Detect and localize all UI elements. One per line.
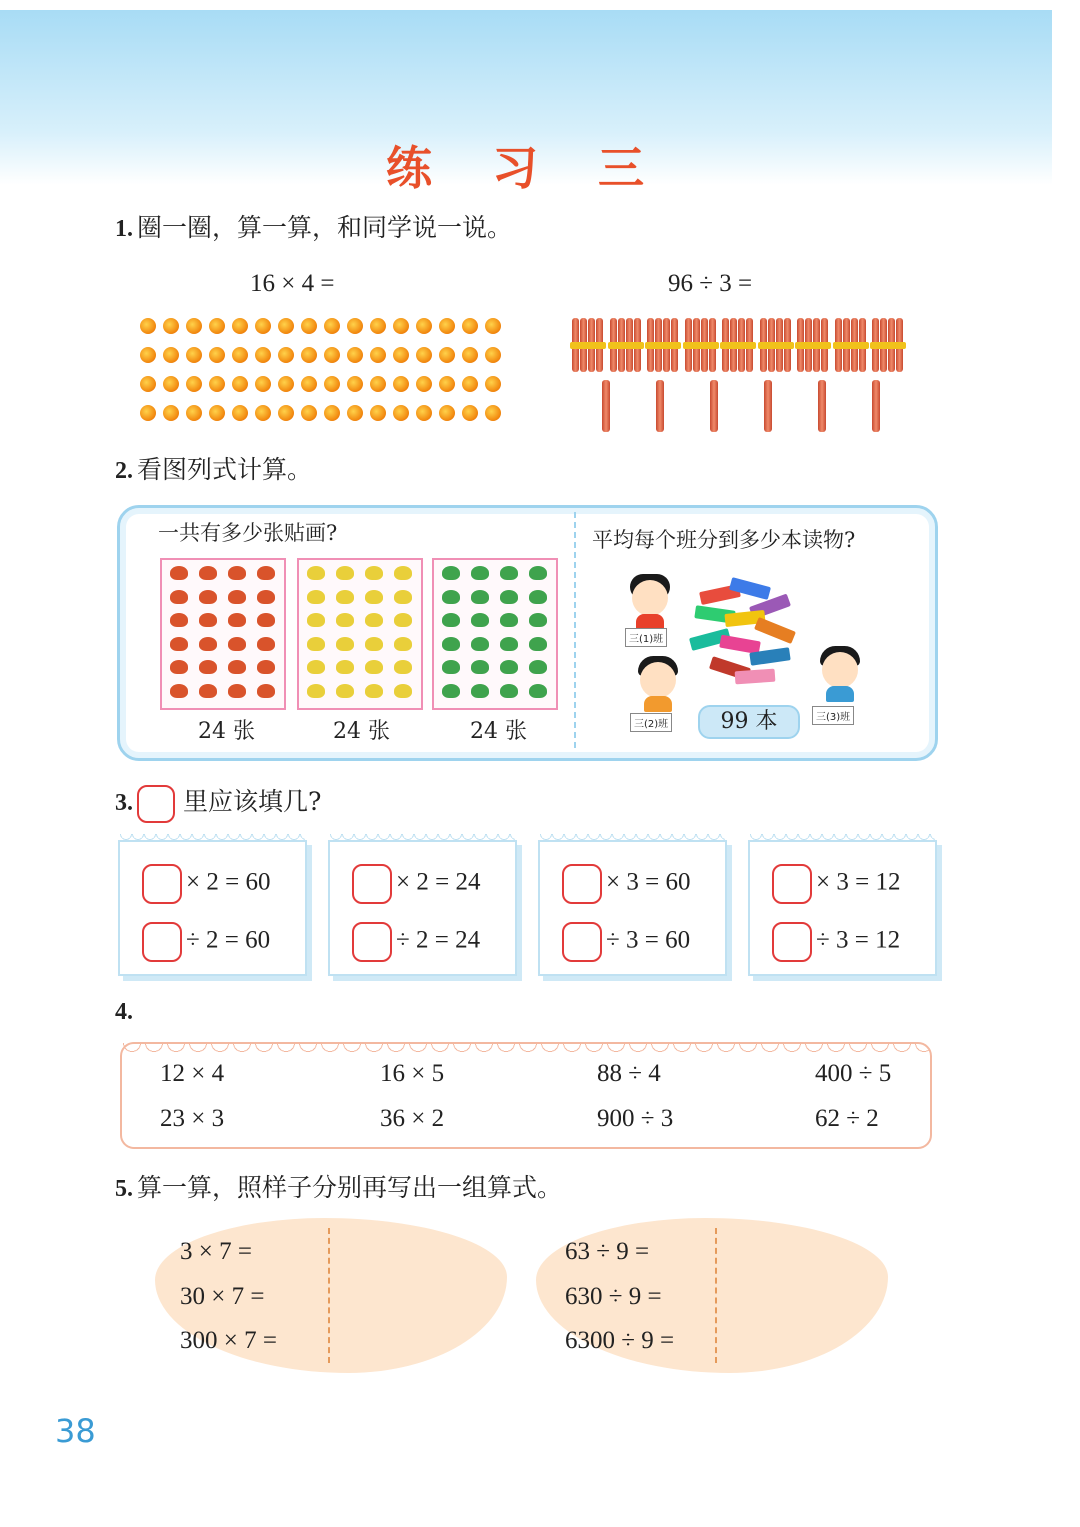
calc-2-1: 23 × 3 xyxy=(160,1105,225,1132)
sticker xyxy=(257,613,275,627)
left-calc-3: 300 × 7 = xyxy=(180,1327,277,1354)
sticker xyxy=(307,590,325,604)
sticker xyxy=(199,684,217,698)
sticker xyxy=(471,660,489,674)
question-4-number: 4. xyxy=(115,999,133,1025)
sticker xyxy=(365,613,383,627)
sticker xyxy=(365,566,383,580)
orange-dot xyxy=(255,405,271,421)
orange-dot xyxy=(186,405,202,421)
question-1-text: 圈一圈，算一算，和同学说一说。 xyxy=(137,213,513,242)
orange-dot xyxy=(163,318,179,334)
answer-box[interactable] xyxy=(772,864,812,904)
sticker xyxy=(228,590,246,604)
sticker xyxy=(228,637,246,651)
orange-dot xyxy=(278,376,294,392)
calc-1-2: 16 × 5 xyxy=(380,1060,445,1087)
orange-dot-grid xyxy=(140,318,510,428)
left-calc-2: 30 × 7 = xyxy=(180,1283,265,1310)
sticker xyxy=(336,566,354,580)
sticker-sheet-2 xyxy=(297,558,423,710)
sticker xyxy=(307,613,325,627)
sticker xyxy=(471,590,489,604)
sticker-sheet-1-label: 24 张 xyxy=(198,719,255,744)
orange-dot xyxy=(462,347,478,363)
orange-dot xyxy=(301,405,317,421)
orange-dot xyxy=(416,318,432,334)
orange-dot xyxy=(347,376,363,392)
sticker xyxy=(529,566,547,580)
sticker xyxy=(170,613,188,627)
sticker xyxy=(471,613,489,627)
fill-card-4-row-2 xyxy=(772,922,900,962)
sticker xyxy=(442,566,460,580)
orange-dot xyxy=(393,376,409,392)
orange-dot xyxy=(347,405,363,421)
q1-left-expression: 16 × 4 = xyxy=(250,270,335,297)
calc-2-2: 36 × 2 xyxy=(380,1105,445,1132)
sticker xyxy=(471,684,489,698)
right-calc-3: 6300 ÷ 9 = xyxy=(565,1327,675,1354)
class-3-tag: 三(3)班 xyxy=(812,706,854,725)
sticker xyxy=(336,684,354,698)
orange-dot xyxy=(140,376,156,392)
calc-2-4: 62 ÷ 2 xyxy=(815,1105,879,1132)
calc-1-3: 88 ÷ 4 xyxy=(597,1060,661,1087)
fill-card-3-row-2 xyxy=(562,922,690,962)
sticker xyxy=(471,637,489,651)
orange-dot xyxy=(278,318,294,334)
question-2-text: 看图列式计算。 xyxy=(137,455,313,484)
sticker xyxy=(500,684,518,698)
sticker xyxy=(257,637,275,651)
sticker xyxy=(500,566,518,580)
orange-dot xyxy=(301,318,317,334)
orange-dot xyxy=(209,376,225,392)
single-stick xyxy=(764,380,772,432)
sticker xyxy=(471,566,489,580)
sticker xyxy=(394,566,412,580)
question-5-heading xyxy=(115,1168,562,1204)
orange-dot xyxy=(140,318,156,334)
sticker xyxy=(394,684,412,698)
sticker xyxy=(170,637,188,651)
orange-dot xyxy=(370,318,386,334)
orange-dot xyxy=(416,405,432,421)
sticker xyxy=(394,590,412,604)
fill-card-2-row-1 xyxy=(352,864,480,904)
orange-dot xyxy=(485,347,501,363)
question-3-text: 里应该填几? xyxy=(182,787,322,816)
orange-dot xyxy=(301,347,317,363)
calc-2-3: 900 ÷ 3 xyxy=(597,1105,674,1132)
orange-dot xyxy=(186,318,202,334)
question-2-number: 2. xyxy=(115,458,133,484)
orange-dot xyxy=(324,376,340,392)
orange-dot xyxy=(462,318,478,334)
orange-dot xyxy=(209,347,225,363)
expression: × 2 = 24 xyxy=(396,868,481,896)
orange-dot xyxy=(209,405,225,421)
stick-bundle xyxy=(722,314,754,372)
sticker xyxy=(529,660,547,674)
fill-card-3 xyxy=(538,840,727,976)
fill-card-1 xyxy=(118,840,307,976)
sticker xyxy=(199,590,217,604)
stick-bundle xyxy=(797,314,829,372)
orange-dot xyxy=(163,405,179,421)
sticker xyxy=(529,684,547,698)
orange-dot xyxy=(324,405,340,421)
orange-dot xyxy=(232,347,248,363)
expression: × 3 = 12 xyxy=(816,868,901,896)
question-3-number: 3. xyxy=(115,790,133,816)
orange-dot xyxy=(439,376,455,392)
sticker xyxy=(500,637,518,651)
orange-dot xyxy=(370,347,386,363)
sticker-sheet-3-label: 24 张 xyxy=(470,719,527,744)
sticker xyxy=(228,613,246,627)
answer-box[interactable] xyxy=(352,922,392,962)
sticker xyxy=(307,684,325,698)
orange-dot xyxy=(393,318,409,334)
fill-card-2-row-2 xyxy=(352,922,480,962)
fill-card-3-row-1 xyxy=(562,864,690,904)
sticker xyxy=(170,684,188,698)
orange-dot xyxy=(278,347,294,363)
orange-dot xyxy=(416,376,432,392)
fill-card-2 xyxy=(328,840,517,976)
sticker xyxy=(336,637,354,651)
sticker xyxy=(529,590,547,604)
single-stick xyxy=(818,380,826,432)
stick-bundle xyxy=(835,314,867,372)
question-2-heading xyxy=(115,450,312,486)
orange-dot xyxy=(255,376,271,392)
orange-dot xyxy=(255,347,271,363)
page-title: 练 习 三 xyxy=(385,141,667,195)
sticker xyxy=(336,660,354,674)
orange-dot xyxy=(232,405,248,421)
orange-dot xyxy=(324,347,340,363)
sticker xyxy=(365,684,383,698)
sticker xyxy=(257,684,275,698)
stick-bundle xyxy=(760,314,792,372)
orange-dot xyxy=(186,376,202,392)
orange-dot xyxy=(347,318,363,334)
sticker xyxy=(170,590,188,604)
orange-dot xyxy=(485,318,501,334)
orange-dot xyxy=(439,318,455,334)
class-1-tag: 三(1)班 xyxy=(625,628,667,647)
orange-dot xyxy=(301,376,317,392)
sticker xyxy=(170,660,188,674)
fill-card-1-row-1 xyxy=(142,864,270,904)
calc-1-1: 12 × 4 xyxy=(160,1060,225,1087)
sticker xyxy=(500,613,518,627)
fill-card-4-row-1 xyxy=(772,864,900,904)
books-count-badge: 99 本 xyxy=(698,705,800,739)
sticker xyxy=(228,660,246,674)
answer-box[interactable] xyxy=(772,922,812,962)
sticker xyxy=(442,637,460,651)
sticker xyxy=(529,613,547,627)
sticker xyxy=(365,660,383,674)
orange-dot xyxy=(232,376,248,392)
sticker xyxy=(442,590,460,604)
fill-card-1-row-2 xyxy=(142,922,270,962)
expression: ÷ 2 = 24 xyxy=(396,926,481,954)
stick-bundle xyxy=(610,314,642,372)
sticker xyxy=(257,590,275,604)
frame-divider xyxy=(574,512,576,748)
expression: ÷ 2 = 60 xyxy=(186,926,271,954)
stick-bundle xyxy=(685,314,717,372)
question-1-heading xyxy=(115,208,512,244)
sticker xyxy=(257,566,275,580)
right-calc-1: 63 ÷ 9 = xyxy=(565,1238,650,1265)
sticker-question: 一共有多少张贴画? xyxy=(158,521,338,545)
orange-dot xyxy=(439,405,455,421)
orange-dot xyxy=(232,318,248,334)
orange-dot xyxy=(485,376,501,392)
orange-dot xyxy=(462,376,478,392)
page-number: 38 xyxy=(55,1412,96,1450)
orange-dot xyxy=(462,405,478,421)
orange-dot xyxy=(370,405,386,421)
left-calc-1: 3 × 7 = xyxy=(180,1238,252,1265)
expression: × 2 = 60 xyxy=(186,868,271,896)
sticker xyxy=(228,566,246,580)
sticker xyxy=(365,637,383,651)
sticker xyxy=(307,637,325,651)
sticker xyxy=(336,590,354,604)
sticker xyxy=(170,566,188,580)
orange-dot xyxy=(209,318,225,334)
sticker xyxy=(307,566,325,580)
orange-dot xyxy=(140,405,156,421)
answer-box[interactable] xyxy=(142,922,182,962)
stick-bundle xyxy=(872,314,904,372)
answer-box[interactable] xyxy=(142,864,182,904)
sticker xyxy=(442,660,460,674)
orange-dot xyxy=(370,376,386,392)
right-cloud-divider xyxy=(715,1228,717,1363)
sticker xyxy=(394,660,412,674)
single-stick xyxy=(710,380,718,432)
question-3-heading xyxy=(115,782,321,823)
expression: × 3 = 60 xyxy=(606,868,691,896)
answer-box[interactable] xyxy=(562,864,602,904)
sticker xyxy=(257,660,275,674)
sticker-sheet-3 xyxy=(432,558,558,710)
sticker-sheet-1 xyxy=(160,558,286,710)
orange-dot xyxy=(278,405,294,421)
single-stick xyxy=(602,380,610,432)
answer-box-icon xyxy=(137,785,175,823)
orange-dot xyxy=(416,347,432,363)
sticker xyxy=(529,637,547,651)
fill-card-4 xyxy=(748,840,937,976)
single-stick xyxy=(872,380,880,432)
orange-dot xyxy=(393,405,409,421)
answer-box[interactable] xyxy=(352,864,392,904)
expression: ÷ 3 = 60 xyxy=(606,926,691,954)
stick-bundle xyxy=(572,314,604,372)
q1-right-expression: 96 ÷ 3 = xyxy=(668,270,753,297)
question-1-number: 1. xyxy=(115,216,133,242)
sticker xyxy=(442,613,460,627)
expression: ÷ 3 = 12 xyxy=(816,926,901,954)
class-2-tag: 三(2)班 xyxy=(630,713,672,732)
sticker xyxy=(336,613,354,627)
sticker xyxy=(199,566,217,580)
stick-bundle xyxy=(647,314,679,372)
question-5-number: 5. xyxy=(115,1176,133,1202)
sticker xyxy=(199,660,217,674)
sticker xyxy=(307,660,325,674)
question-4-heading xyxy=(115,996,137,1026)
sticker xyxy=(500,590,518,604)
orange-dot xyxy=(163,376,179,392)
sticker xyxy=(199,637,217,651)
answer-box[interactable] xyxy=(562,922,602,962)
single-stick xyxy=(656,380,664,432)
sticker xyxy=(228,684,246,698)
sticker xyxy=(394,637,412,651)
orange-dot xyxy=(439,347,455,363)
sticker xyxy=(442,684,460,698)
orange-dot xyxy=(393,347,409,363)
question-5-text: 算一算，照样子分别再写出一组算式。 xyxy=(137,1173,563,1202)
calc-1-4: 400 ÷ 5 xyxy=(815,1060,892,1087)
orange-dot xyxy=(485,405,501,421)
left-cloud-divider xyxy=(328,1228,330,1363)
sticker xyxy=(500,660,518,674)
sticker xyxy=(365,590,383,604)
sticker xyxy=(199,613,217,627)
sticker-sheet-2-label: 24 张 xyxy=(333,719,390,744)
books-question: 平均每个班分到多少本读物? xyxy=(592,528,856,552)
calculation-scroll xyxy=(120,1042,932,1149)
right-calc-2: 630 ÷ 9 = xyxy=(565,1283,662,1310)
orange-dot xyxy=(163,347,179,363)
orange-dot xyxy=(186,347,202,363)
orange-dot xyxy=(255,318,271,334)
orange-dot xyxy=(347,347,363,363)
book-pile xyxy=(690,578,800,688)
orange-dot xyxy=(140,347,156,363)
sticker xyxy=(394,613,412,627)
orange-dot xyxy=(324,318,340,334)
